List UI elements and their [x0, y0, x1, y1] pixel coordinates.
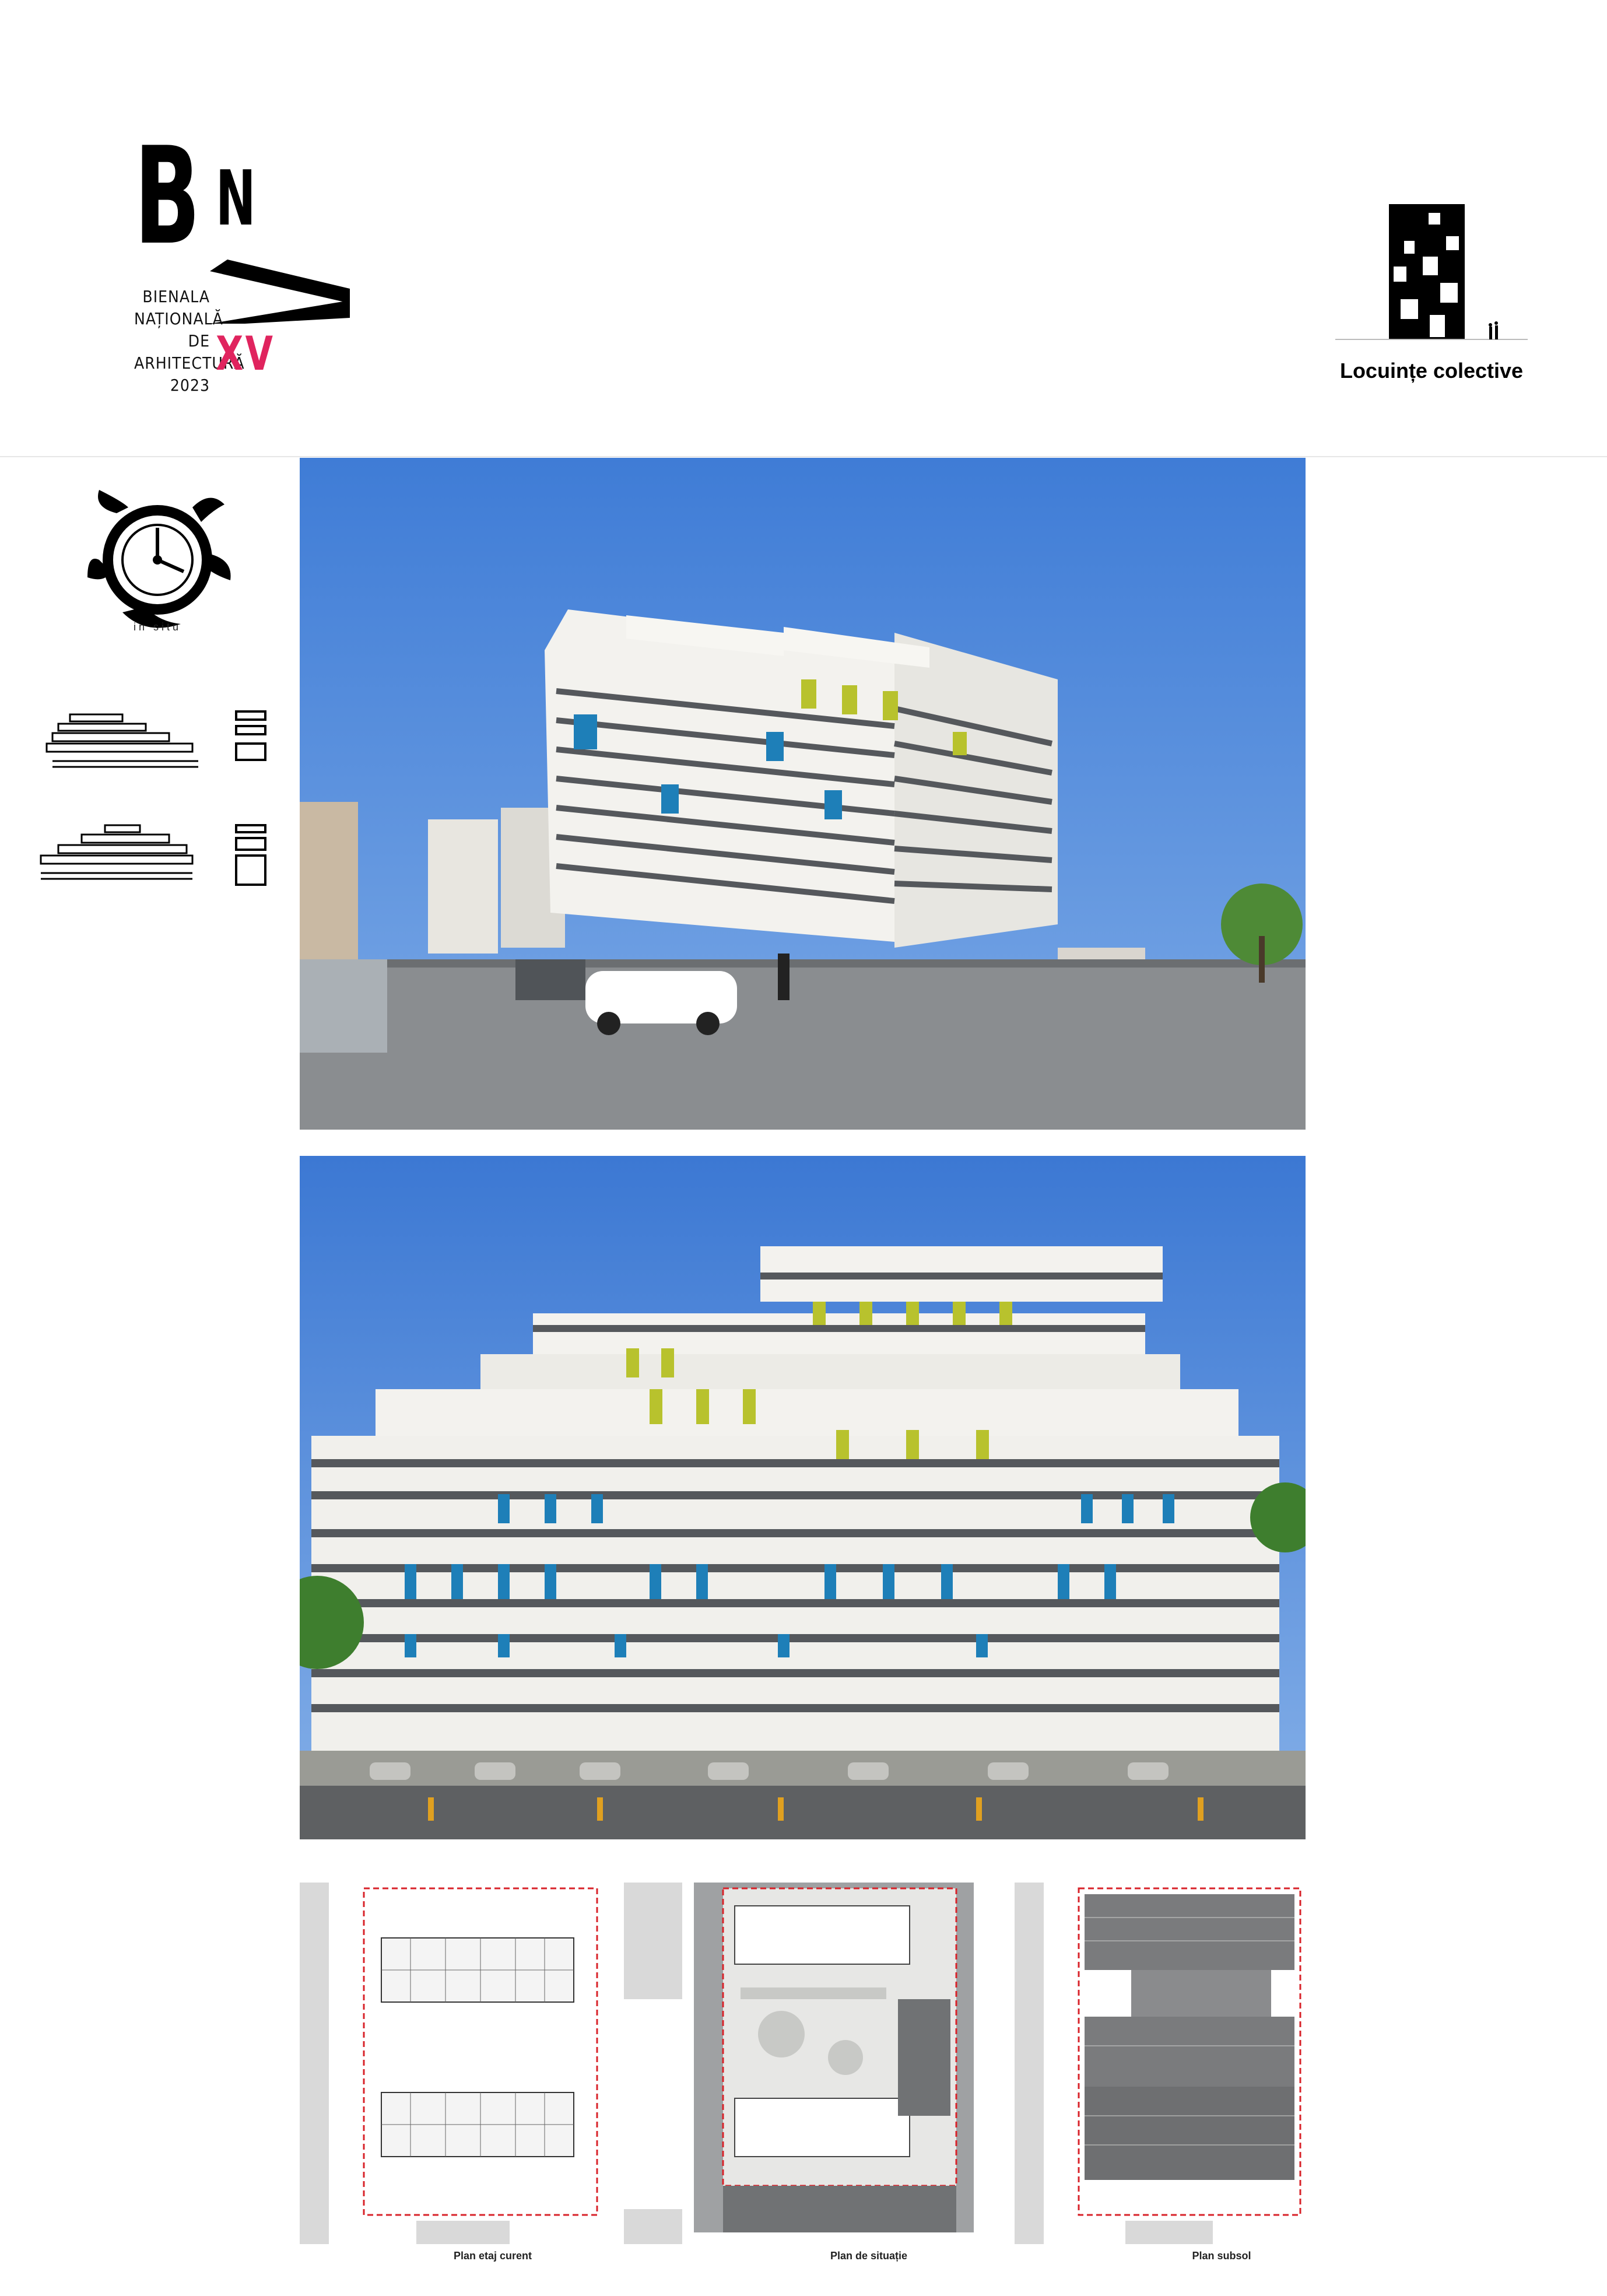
building-pictogram-icon — [1335, 201, 1528, 353]
sketch-section-2 — [236, 825, 265, 885]
concept-sketches — [35, 703, 292, 913]
plan-typical-floor — [300, 1883, 603, 2244]
plan-caption: Plan subsol — [1192, 2250, 1251, 2262]
plan-basement — [1015, 1883, 1306, 2244]
studio-logo-icon — [76, 490, 239, 642]
plan-caption: Plan de situație — [830, 2250, 908, 2262]
studio-label: in situ — [133, 621, 182, 633]
bna-logo — [134, 119, 350, 405]
bna-edition: XV — [216, 327, 275, 381]
sketch-section-1 — [236, 711, 265, 760]
photo-elevation — [300, 1156, 1306, 1839]
category-title: Locuințe colective — [1339, 359, 1524, 383]
bna-subtitle-line: NAȚIONALĂ — [134, 309, 223, 328]
building-main — [545, 609, 1058, 948]
bna-letter-n: N — [216, 154, 256, 243]
bna-subtitle-line: DE — [188, 331, 210, 350]
sketch-elevation-1 — [47, 714, 198, 767]
sketch-elevation-2 — [41, 825, 192, 879]
plan-site — [624, 1883, 974, 2244]
bna-subtitle-line: 2023 — [170, 376, 210, 395]
bna-subtitle-line: ARHITECTURĂ — [134, 353, 245, 373]
plan-caption: Plan etaj curent — [453, 2250, 532, 2262]
bna-subtitle — [134, 286, 245, 397]
bna-letter-b: B — [134, 119, 201, 275]
photo-perspective — [300, 458, 1306, 1130]
bna-letter-a-graphic — [210, 260, 350, 324]
header-divider — [0, 456, 1607, 457]
bna-subtitle-line: BIENALA — [142, 287, 210, 306]
category-badge — [1335, 201, 1528, 394]
